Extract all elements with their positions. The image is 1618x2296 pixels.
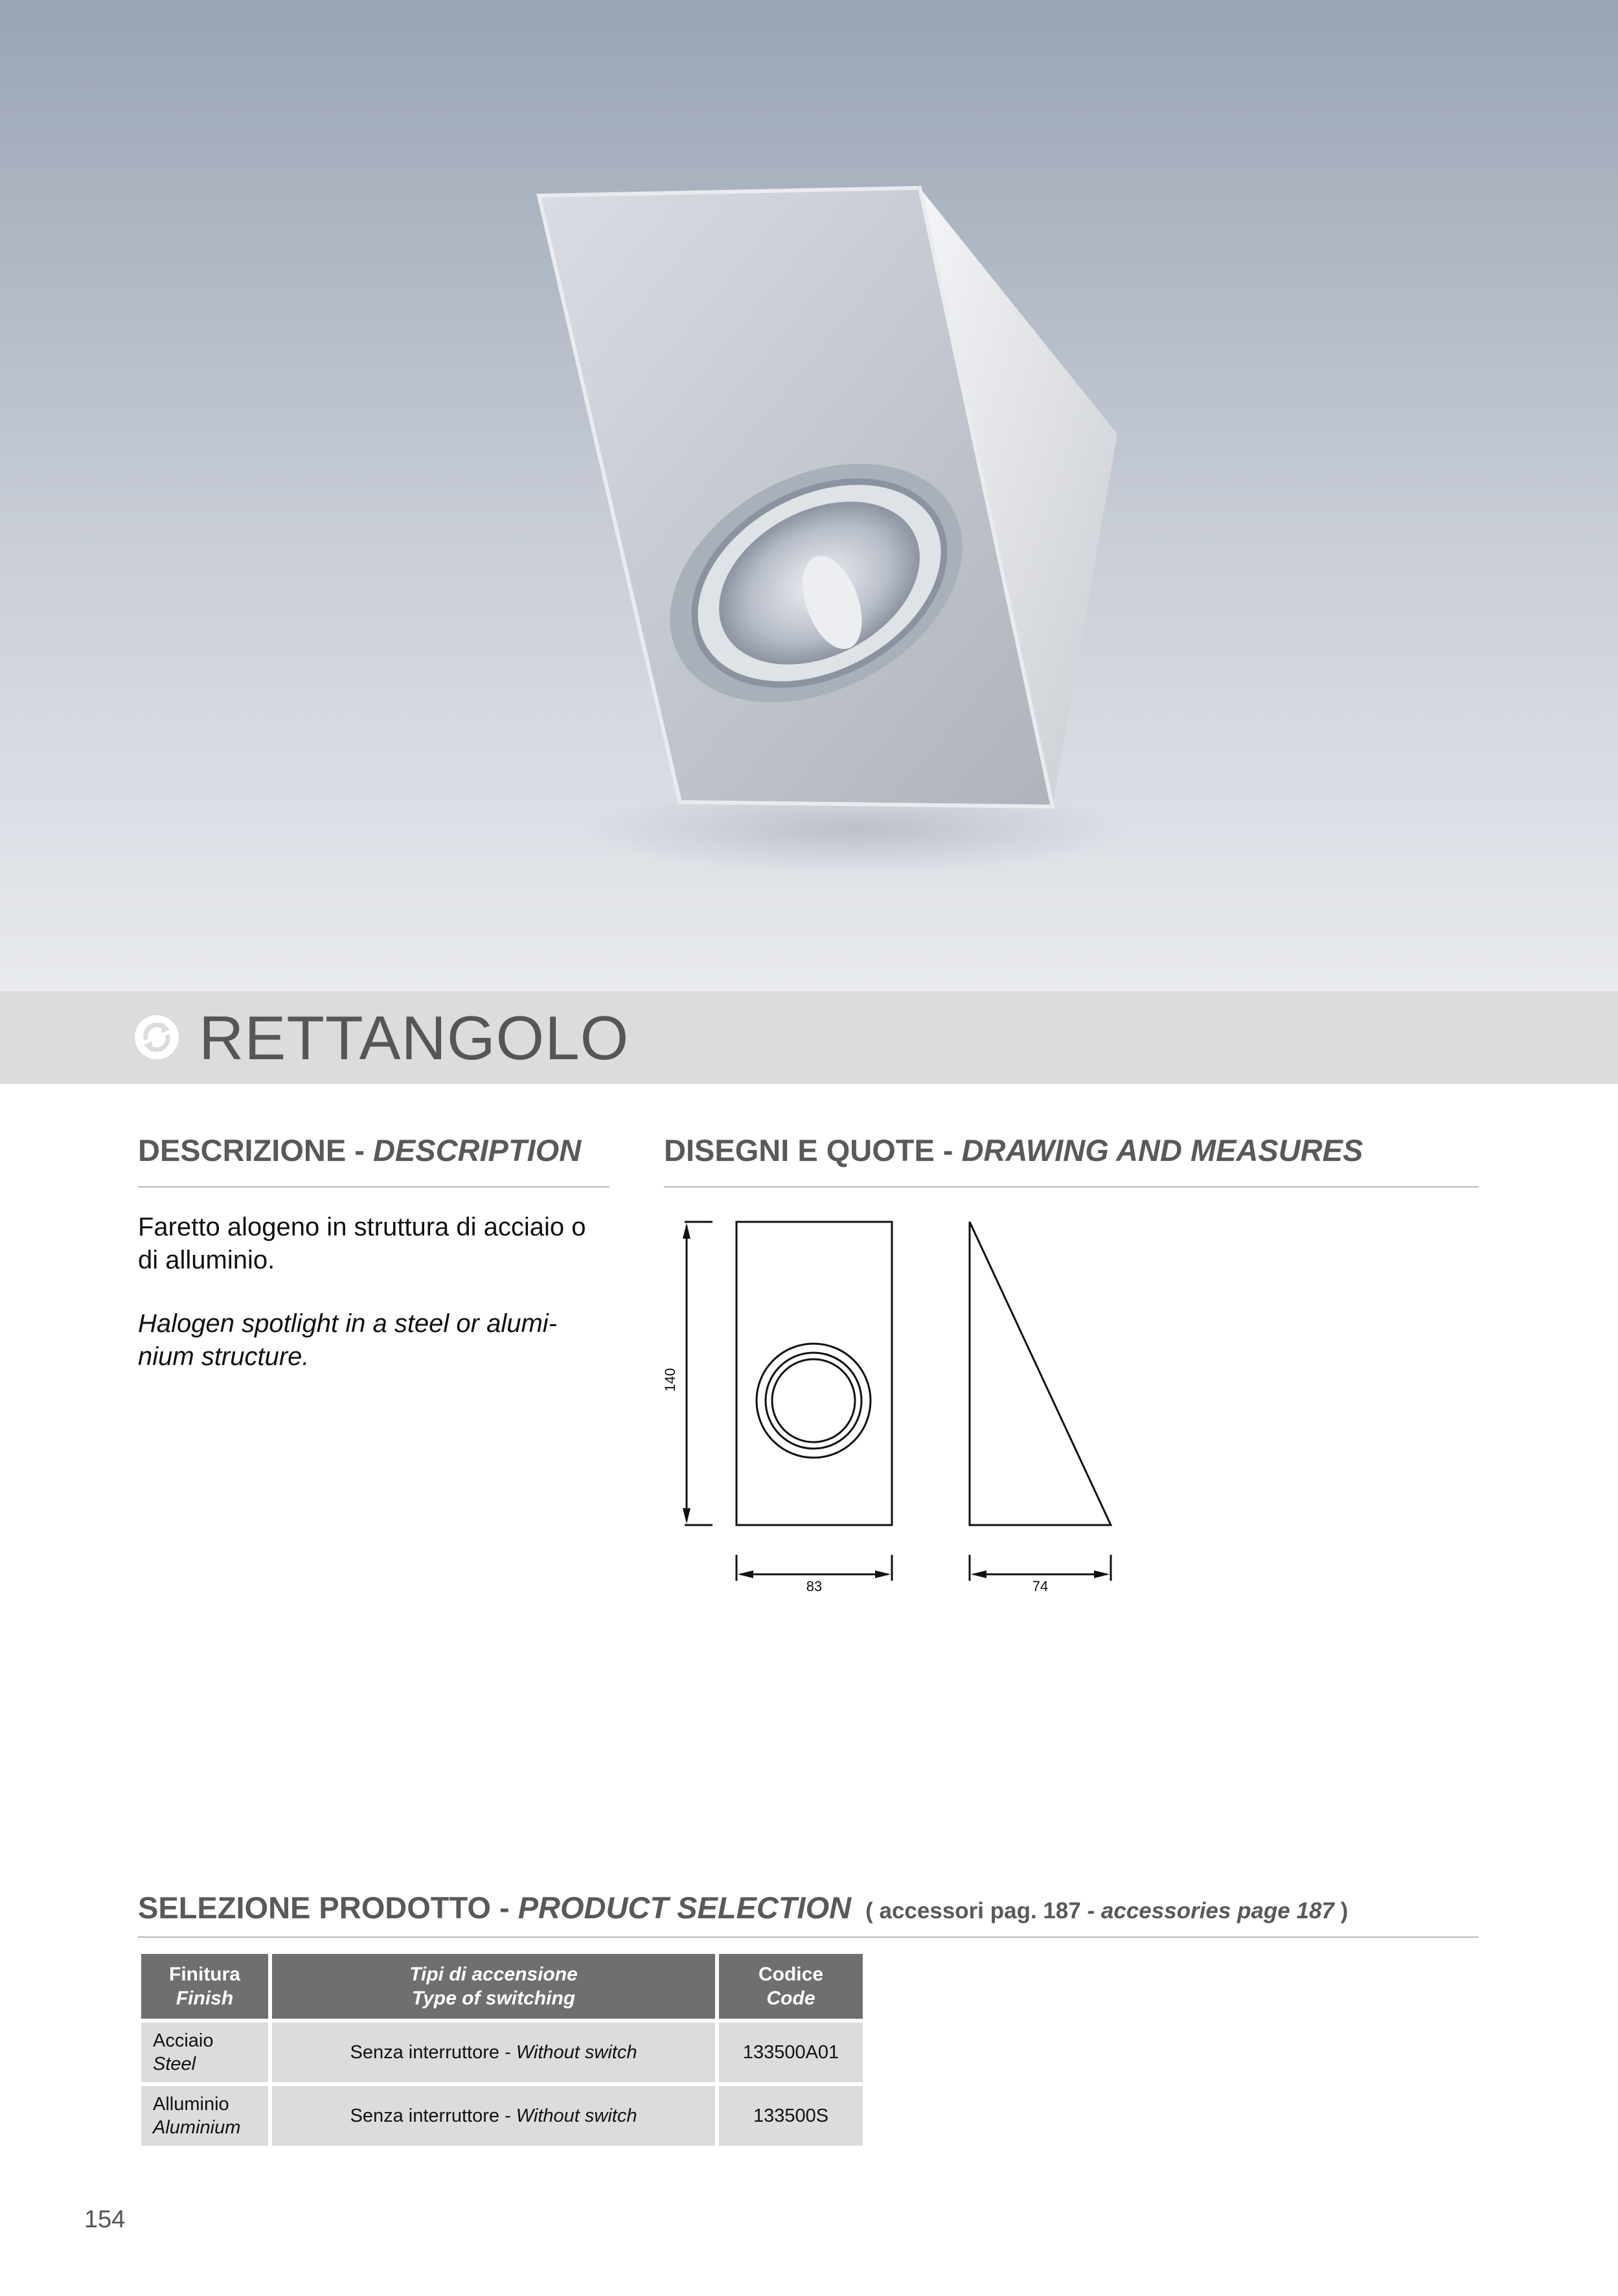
- column-header-switching: Tipi di accensione Type of switching: [272, 1954, 715, 2019]
- side-view-outline: [970, 1222, 1111, 1525]
- front-view-outline: [736, 1222, 892, 1525]
- code-cell: 133500A01: [719, 2023, 863, 2082]
- selection-heading-en: PRODUCT SELECTION: [518, 1890, 852, 1925]
- column-header-finish: Finitura Finish: [141, 1954, 268, 2019]
- description-heading-it: DESCRIZIONE -: [138, 1133, 373, 1167]
- front-view-ring-outer: [757, 1344, 871, 1458]
- description-line: Halogen spotlight in a steel or alumi-: [138, 1309, 558, 1338]
- description-divider: [138, 1186, 610, 1188]
- finish-cell: Alluminio Aluminium: [141, 2086, 268, 2146]
- front-view-ring-inner: [772, 1359, 855, 1442]
- selection-divider: [138, 1936, 1479, 1938]
- drawing-heading: [664, 1132, 1363, 1169]
- description-text-it: [138, 1211, 617, 1277]
- table-row: [141, 2086, 863, 2146]
- drawing-heading-en: DRAWING AND MEASURES: [961, 1133, 1363, 1167]
- technical-drawing: [661, 1211, 1127, 1600]
- table-header-row: [141, 1954, 863, 2019]
- description-line: Faretto alogeno in struttura di acciaio o: [138, 1213, 586, 1241]
- code-cell: 133500S: [719, 2086, 863, 2146]
- product-title: RETTANGOLO: [199, 1004, 630, 1073]
- description-line: nium structure.: [138, 1342, 310, 1371]
- switching-cell: Senza interruttore - Without switch: [272, 2086, 715, 2146]
- selection-heading-it: SELEZIONE PRODOTTO -: [138, 1890, 518, 1925]
- finish-cell: Acciaio Steel: [141, 2023, 268, 2082]
- description-heading: [138, 1132, 581, 1169]
- table-row: [141, 2023, 863, 2082]
- selection-heading: [138, 1890, 1348, 1929]
- product-family-icon: [133, 1014, 180, 1061]
- product-photo: [0, 0, 1618, 991]
- accessories-note: ( accessori pag. 187 - accessories page 187 ): [865, 1898, 1349, 1923]
- switching-cell: Senza interruttore - Without switch: [272, 2023, 715, 2082]
- depth-dimension-label: 74: [1032, 1578, 1049, 1594]
- drawing-divider: [664, 1186, 1479, 1188]
- width-dimension-label: 83: [806, 1578, 823, 1594]
- product-selection-table: [137, 1950, 867, 2150]
- description-line: di alluminio.: [138, 1246, 275, 1274]
- description-text-en: [138, 1307, 617, 1373]
- front-view-ring-middle: [766, 1353, 861, 1449]
- height-dimension-label: 140: [662, 1368, 678, 1392]
- description-heading-en: DESCRIPTION: [372, 1133, 582, 1167]
- drawing-heading-it: DISEGNI E QUOTE -: [664, 1133, 962, 1167]
- column-header-code: Codice Code: [719, 1954, 863, 2019]
- page-number: 154: [84, 2206, 126, 2233]
